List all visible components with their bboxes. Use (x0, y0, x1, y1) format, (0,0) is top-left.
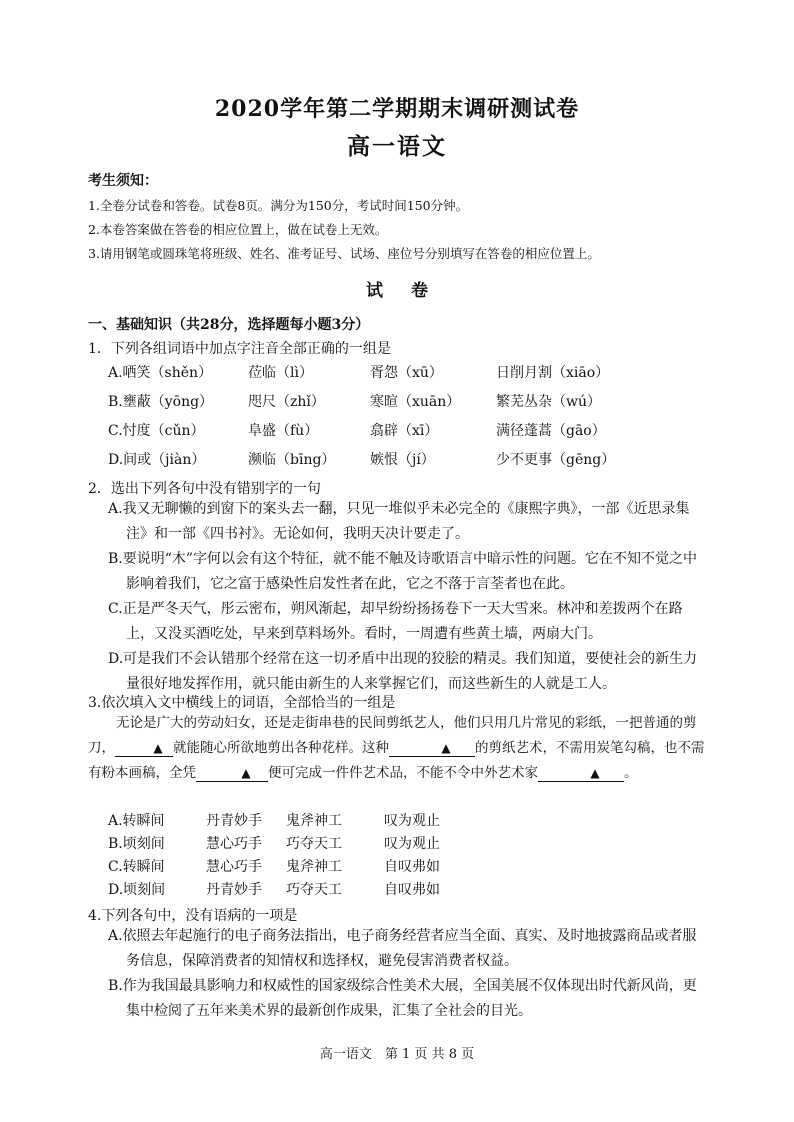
q3-passage-part-1: 无论是广大的劳动妇女，还是走街串巷的民间剪纸艺人，他们只用几片常见的彩纸，一把普通的剪刀， (88, 715, 697, 756)
q3-a-3: 鬼斧神工 (286, 813, 342, 829)
q2-option-c: C.正是严冬天气，彤云密布，朔风渐起，却早纷纷扬扬卷下一天大雪来。林冲和差拨两个在路上，又没买酒吃处，早来到草料场外。看时，一周遭有些黄土墙，两扇大门。 (108, 601, 683, 642)
q3-b-3: 巧夺天工 (286, 836, 342, 852)
question-2-stem: 2．选出下列各句中没有错别字的一句 (88, 481, 321, 497)
question-1-stem: 1．下列各组词语中加点字注音全部正确的一组是 (88, 341, 391, 357)
q3-a-4: 叹为观止 (384, 813, 440, 829)
q3-d-4: 自叹弗如 (384, 882, 440, 898)
blank-marker-2: ▲ (441, 741, 451, 755)
q3-passage-end: 。 (624, 765, 638, 781)
page-footer: 高一语文 第 1 页 共 8 页 (319, 1047, 475, 1062)
q3-passage-part-3: 的剪纸艺术，不需用炭笔勾稿，也不需有粉本画稿，全凭 (88, 740, 705, 781)
q2-option-d: D.可是我们不会认错那个经常在这一切矛盾中出现的狡脍的精灵。我们知道，要使社会的新生力量很好地发挥作用，就只能由新生的人来掌握它们，而这些新生的人就是工人。 (108, 651, 698, 692)
notice-line-3: 3.请用钢笔或圆珠笔将班级、姓名、准考证号、试场、座位号分别填写在答卷的相应位置上。 (88, 246, 600, 261)
q1-c-3: 翕辟（xī） (370, 423, 439, 439)
q1-a-1: A.哂笑（shěn） (108, 365, 213, 381)
q1-a-4: 日削月割（xiāo） (496, 365, 610, 381)
exam-subject: 高一语文 (347, 133, 447, 160)
q3-blank-4 (538, 765, 624, 782)
q1-d-2: 濒临（bīng） (248, 452, 336, 468)
exam-title: 2020学年第二学期期末调研测试卷 (214, 96, 580, 122)
q1-c-1: C.忖度（cǔn） (108, 423, 205, 439)
q4-option-b: B.作为我国最具影响力和权威性的国家级综合性美术大展，全国美展不仅体现出时代新风尚，更集中检阅了五年来美术界的最新创作成果，汇集了全社会的目光。 (108, 978, 697, 1019)
q1-b-1: B.壅蔽（yōng） (108, 394, 214, 410)
q3-d-2: 丹青妙手 (206, 882, 262, 898)
q3-blank-3 (196, 765, 268, 782)
notice-line-1: 1.全卷分试卷和答卷。试卷8页。满分为150分，考试时间150分钟。 (88, 198, 469, 213)
q3-b-4: 叹为观止 (384, 836, 440, 852)
q3-c-2: 慧心巧手 (206, 859, 262, 875)
q1-b-2: 咫尺（zhǐ） (248, 394, 325, 410)
q4-option-a: A.依照去年起施行的电子商务法指出，电子商务经营者应当全面、真实、及时地披露商品或者服务信息，保障消费者的知情权和选择权，避免侵害消费者权益。 (108, 928, 697, 969)
q3-blank-2 (389, 740, 475, 757)
q2-option-b: B.要说明“木”字何以会有这个特征，就不能不触及诗歌语言中暗示性的问题。它在不知不觉之中影响着我们，它之富于感染性启发性者在此，它之不落于言荃者也在此。 (108, 551, 698, 592)
q2-options (108, 497, 708, 697)
q2-option-a: A.我又无聊懒的到窗下的案头去一翻，只见一堆似乎未必完全的《康熙字典》，一部《近思录集注》和一部《四书衬》。无论如何，我明天决计要走了。 (108, 501, 690, 542)
q3-d-1: D.顷刻间 (108, 882, 166, 898)
q3-c-3: 鬼斧神工 (286, 859, 342, 875)
question-4-stem: 4.下列各句中，没有语病的一项是 (88, 908, 298, 924)
q3-c-1: C.转瞬间 (108, 859, 165, 875)
notice-line-2: 2.本卷答案做在答卷的相应位置上，做在试卷上无效。 (88, 222, 388, 237)
section-title: 试卷 (366, 281, 456, 301)
blank-marker-3: ▲ (241, 766, 251, 780)
q3-a-1: A.转瞬间 (108, 813, 165, 829)
part-heading: 一、基础知识（共28分，选择题每小题3分） (88, 317, 370, 333)
q1-b-3: 寒暄（xuān） (370, 394, 461, 410)
blank-marker-1: ▲ (153, 741, 163, 755)
q1-c-4: 满径蓬蒿（gāo） (496, 423, 606, 439)
q3-a-2: 丹青妙手 (206, 813, 262, 829)
q1-c-2: 阜盛（fù） (248, 423, 319, 439)
q1-a-3: 胥怨（xū） (370, 365, 443, 381)
q1-b-4: 繁芜丛杂（wú） (496, 394, 601, 410)
q1-d-3: 嫉恨（jí） (370, 452, 435, 468)
q1-a-2: 莅临（lì） (248, 365, 313, 381)
q3-passage-part-4: 便可完成一件件艺术品，不能不令中外艺术家 (268, 765, 538, 781)
q3-b-2: 慧心巧手 (206, 836, 262, 852)
q3-passage-part-2: 就能随心所欲地剪出各种花样。这种 (173, 740, 389, 756)
q1-d-4: 少不更事（gēng） (496, 452, 616, 468)
q3-d-3: 巧夺天工 (286, 882, 342, 898)
q3-passage (88, 711, 710, 786)
notice-heading: 考生须知： (88, 173, 158, 189)
q3-b-1: B.顷刻间 (108, 836, 165, 852)
q1-d-1: D.间或（jiàn） (108, 452, 206, 468)
q3-blank-1 (115, 740, 173, 757)
question-3-stem: 3.依次填入文中横线上的词语，全部恰当的一组是 (88, 695, 396, 711)
q3-c-4: 自叹弗如 (384, 859, 440, 875)
blank-marker-4: ▲ (590, 766, 600, 780)
q4-options (108, 924, 708, 1024)
